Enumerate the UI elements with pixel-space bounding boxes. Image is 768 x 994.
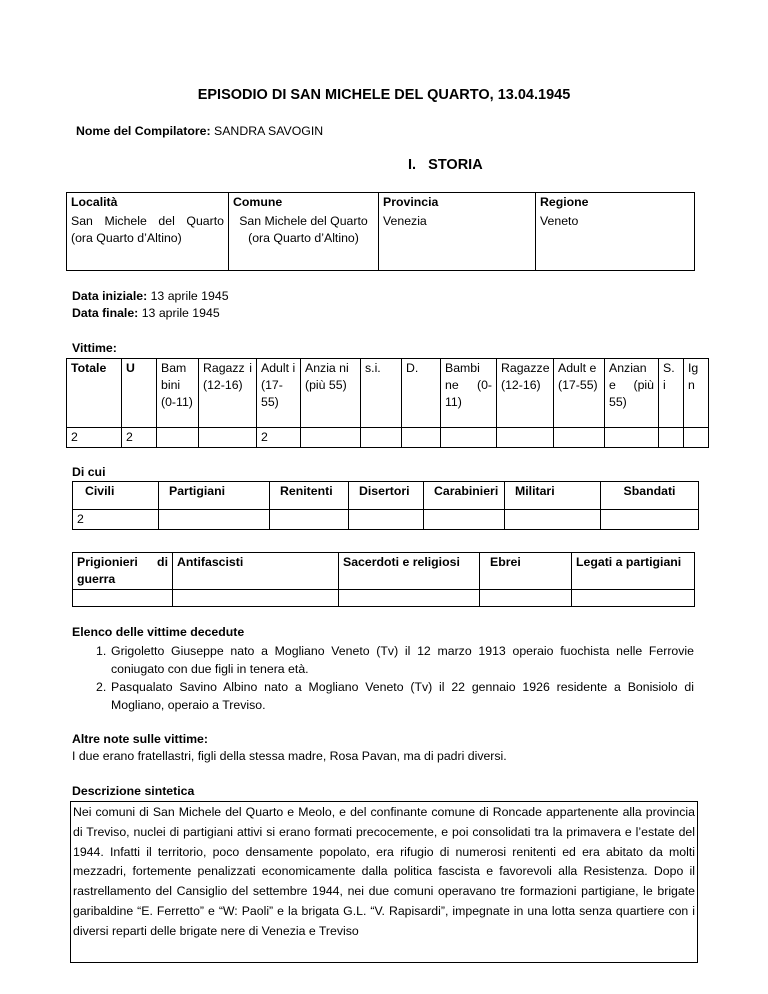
location-header-regione: Regione [536,193,695,213]
date-end [72,306,220,320]
other-value [73,590,173,607]
victims-value [605,428,659,448]
victims-label: Vittime: [72,341,117,355]
victims-header: Ig n [684,359,709,428]
victims-header: U [122,359,157,428]
victims-value [361,428,402,448]
victims-header: Adult i (17-55) [257,359,301,428]
of-which-value: 2 [73,510,159,530]
victims-header: s.i. [361,359,402,428]
other-value [480,590,572,607]
of-which-value [601,510,699,530]
list-item: 1. Grigoletto Giuseppe nato a Mogliano Veneto (Tv) il 12 marzo 1913 operaio fuochista nelle Ferrovie coniugato con due figli in tenera età. [96,644,694,676]
description-label: Descrizione sintetica [72,784,195,798]
other-categories-table [72,552,695,607]
other-header: Legati a partigiani [572,553,695,590]
victims-header: Totale [67,359,122,428]
date-end-value: 13 aprile 1945 [141,306,220,320]
victims-header: D. [402,359,441,428]
of-which-table [72,481,699,530]
date-start-label: Data iniziale: [72,289,148,303]
victims-header: Bambi ne (0-11) [441,359,497,428]
location-table [66,192,695,271]
of-which-value [270,510,349,530]
victims-header: Bam bini (0-11) [157,359,199,428]
victims-header: Anzia ni (più 55) [301,359,361,428]
victims-value [497,428,554,448]
location-header-localita: Località [67,193,229,213]
of-which-header: Carabinieri [424,482,505,510]
victims-value: 2 [257,428,301,448]
victims-header: S. i [659,359,684,428]
of-which-label: Di cui [72,465,106,479]
of-which-value [349,510,424,530]
compiler-line [76,124,323,138]
list-item: 2. Pasqualato Savino Albino nato a Mogliano Veneto (Tv) il 22 gennaio 1926 residente a Bonisiolo di Mogliano, operaio a Treviso. [96,680,694,712]
page-title: EPISODIO DI SAN MICHELE DEL QUARTO, 13.04.1945 [197,87,571,103]
date-start [72,289,229,303]
section-heading: I. STORIA [408,157,483,173]
victims-header: Adult e (17-55) [554,359,605,428]
location-value-localita: San Michele del Quarto (ora Quarto d’Altino) [67,212,229,270]
other-value [572,590,695,607]
of-which-value [505,510,601,530]
victims-header: Anzian e (più 55) [605,359,659,428]
compiler-value: SANDRA SAVOGIN [214,124,324,138]
of-which-value [424,510,505,530]
victims-value [659,428,684,448]
victims-value [441,428,497,448]
victims-value [402,428,441,448]
of-which-header: Sbandati [601,482,699,510]
victims-value: 2 [122,428,157,448]
victims-list-label: Elenco delle vittime decedute [72,625,245,639]
location-value-provincia: Venezia [379,212,536,270]
location-value-regione: Veneto [536,212,695,270]
other-value [173,590,339,607]
victims-value [301,428,361,448]
victims-list [96,642,694,714]
date-start-value: 13 aprile 1945 [150,289,229,303]
of-which-header: Disertori [349,482,424,510]
compiler-label: Nome del Compilatore: [76,124,211,138]
victims-header: Ragazze (12-16) [497,359,554,428]
location-header-provincia: Provincia [379,193,536,213]
of-which-header: Partigiani [159,482,270,510]
location-header-comune: Comune [229,193,379,213]
of-which-header: Civili [73,482,159,510]
of-which-header: Renitenti [270,482,349,510]
victims-value [157,428,199,448]
of-which-header: Militari [505,482,601,510]
description-box: Nei comuni di San Michele del Quarto e Meolo, e del confinante comune di Roncade appartenente alla provincia di Treviso, nuclei di partigiani attivi si erano formati precocemente, e poi consolidati tra la primavera e l’estate del 1944. Infatti il territorio, poco densamente popolato, era rifugio di numerosi renitenti ed era abitato da molti mezzadri, fortemente penalizzati economicamente dalla politica fascista e favorevoli alla Resistenza. Dopo il rastrellamento del Cansiglio del settembre 1944, nei due comuni operavano tre formazioni partigiane, le brigate garibaldine “E. Ferretto” e “W: Paoli” e la brigata G.L. “V. Rapisardi”, impegnate in una lotta senza quartiere con i diversi reparti delle brigate nere di Venezia e Treviso [70,801,698,963]
location-value-comune: San Michele del Quarto (ora Quarto d’Altino) [229,212,379,270]
victims-table [66,358,709,448]
other-header: Antifascisti [173,553,339,590]
notes-text: I due erano fratellastri, figli della stessa madre, Rosa Pavan, ma di padri diversi. [72,749,507,763]
other-header: Sacerdoti e religiosi [339,553,480,590]
of-which-value [159,510,270,530]
date-end-label: Data finale: [72,306,139,320]
victims-header: Ragazz i (12-16) [199,359,257,428]
victims-value [554,428,605,448]
victims-value: 2 [67,428,122,448]
other-value [339,590,480,607]
notes-label: Altre note sulle vittime: [72,732,208,746]
victims-value [199,428,257,448]
victims-value [684,428,709,448]
other-header: Ebrei [480,553,572,590]
other-header: Prigionieri di guerra [73,553,173,590]
